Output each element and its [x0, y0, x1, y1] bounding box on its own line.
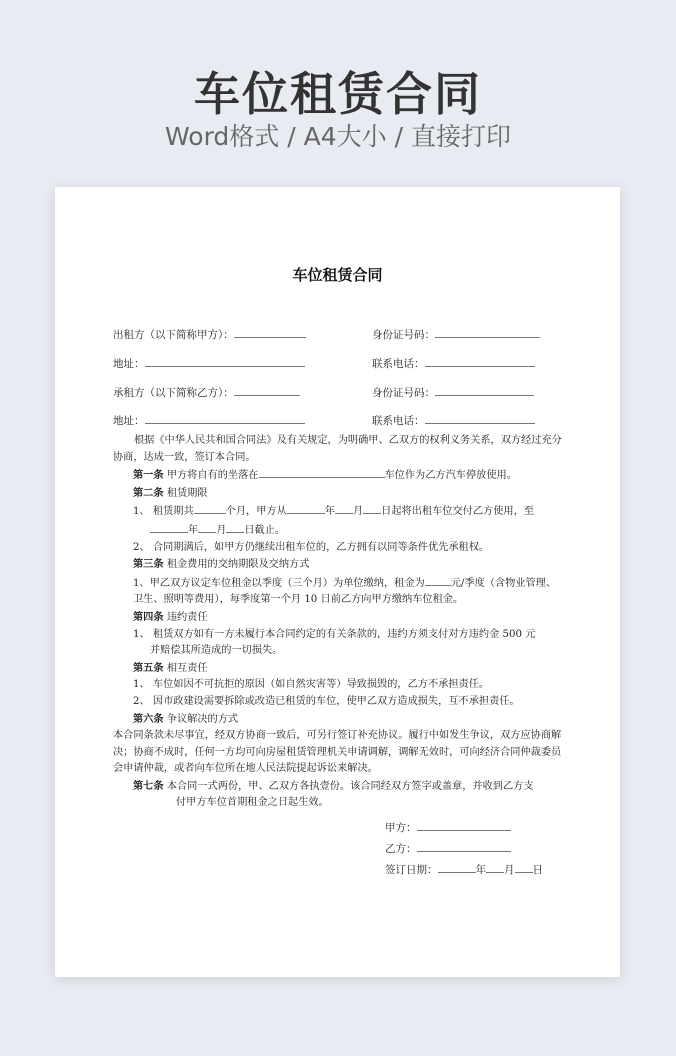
lessee-id-field	[372, 384, 534, 400]
item-text: 月	[352, 506, 364, 518]
lessor-id-field	[372, 326, 540, 342]
blank-line	[198, 521, 216, 533]
blank-line	[145, 412, 305, 424]
clause-text: 车位作为乙方汽车停放使用。	[384, 470, 517, 482]
field-label: 地址：	[113, 415, 145, 427]
sig-label: 乙方：	[385, 843, 417, 855]
field-label: 身份证号码：	[372, 329, 435, 341]
document-title: 车位租赁合同	[292, 266, 383, 284]
item-text: 1、甲乙双方议定车位租金以季度（三个月）为单位缴纳，租金为	[133, 577, 425, 589]
lessee-address-field	[113, 412, 305, 428]
blank-line	[486, 861, 504, 873]
blank-line	[435, 326, 540, 338]
item-text: 租赁双方如有一方未履行本合同约定的有关条款的，违约方须支付对方违约金 500 元	[152, 628, 536, 640]
banner-subtitle: Word格式 / A4大小 / 直接打印	[165, 122, 511, 151]
clause-title: 租金费用的交纳期限及交纳方式	[166, 559, 310, 571]
field-label: 承租方（以下简称乙方）：	[113, 387, 234, 399]
field-label: 联系电话：	[372, 415, 425, 427]
date-unit: 日	[532, 864, 543, 876]
item-number: 2、	[133, 541, 150, 553]
clause-2-heading	[113, 485, 563, 503]
clause-3-item-1	[113, 574, 563, 609]
date-unit: 年	[475, 864, 486, 876]
clause-4-item-1-cont: 并赔偿其所造成的一切损失。	[150, 645, 283, 657]
banner-title: 车位租赁合同	[194, 67, 482, 121]
clause-heading: 第五条	[133, 661, 164, 674]
blank-line	[417, 819, 511, 831]
lessor-address-field	[113, 355, 305, 371]
clause-heading: 第一条	[133, 469, 164, 482]
lessee-phone-field	[372, 412, 535, 428]
lessee-field	[113, 384, 300, 400]
blank-line	[259, 466, 385, 478]
blank-line	[145, 355, 305, 367]
item-number: 1、	[133, 506, 150, 518]
item-text: 日截止。	[244, 524, 286, 536]
clause-7	[113, 778, 563, 796]
lessor-phone-field	[372, 355, 535, 371]
preamble: 根据《中华人民共和国合同法》及有关规定，为明确甲、乙双方的权利义务关系，双方经过充分协商，达成一致，签订本合同。	[113, 435, 562, 463]
clause-heading: 第四条	[133, 610, 164, 623]
clause-1	[113, 466, 563, 485]
signature-party-a	[385, 819, 511, 835]
item-text: 合同期满后，如甲方仍继续出租车位的，乙方拥有以同等条件优先承租权。	[152, 541, 490, 553]
clause-2-item-1	[113, 502, 563, 521]
blank-line	[425, 355, 535, 367]
field-label: 联系电话：	[372, 358, 425, 370]
blank-line	[234, 384, 300, 396]
blank-line	[234, 326, 306, 338]
clause-5-item-1	[113, 677, 563, 694]
clause-6-text: 本合同条款未尽事宜，经双方协商一致后，可另行签订补充协议。履行中如发生争议，双方应协商解决；协商不成时，任何一方均可向房屋租赁管理机关申请调解，调解无效时，可向经济合同仲裁委员会申请仲裁，或者向车位所在地人民法院提起诉讼来解决。	[113, 730, 562, 775]
lessor-field	[113, 326, 306, 342]
clause-4-item-1	[113, 627, 563, 644]
blank-line	[435, 384, 534, 396]
clause-2-item-2	[113, 540, 563, 557]
field-label: 身份证号码：	[372, 387, 435, 399]
blank-line	[515, 861, 533, 873]
clause-title: 争议解决的方式	[166, 713, 239, 725]
item-text: 因市政建设需要拆除或改造已租赁的车位，使甲乙双方造成损失，互不承担责任。	[152, 695, 520, 707]
blank-line	[226, 521, 244, 533]
signature-party-b	[385, 840, 511, 856]
clause-title: 租赁期限	[166, 487, 208, 499]
item-text: 日起将出租车位交付乙方使用，至	[381, 506, 534, 518]
item-text: 车位如因不可抗拒的原因（如自然灾害等）导致损毁的，乙方不承担责任。	[152, 679, 490, 691]
item-number: 2、	[133, 695, 150, 707]
blank-line	[150, 521, 188, 533]
item-text: 月	[216, 524, 227, 536]
item-number: 1、	[133, 628, 150, 640]
clause-title: 相互责任	[166, 662, 208, 674]
date-unit: 月	[504, 864, 515, 876]
signature-date	[385, 861, 543, 877]
item-text: 租赁期共	[152, 506, 194, 518]
blank-line	[335, 502, 353, 514]
item-text: 元/季度（含物业管理、卫生、照明等费用），每季度第一个月 10 日前乙方向甲方缴纳车位租金。	[133, 577, 557, 606]
blank-line	[425, 412, 535, 424]
contract-body	[113, 433, 563, 812]
clause-heading: 第二条	[133, 486, 164, 499]
blank-line	[363, 502, 381, 514]
clause-4-heading	[113, 609, 563, 627]
clause-heading: 第六条	[133, 712, 164, 725]
clause-6-heading	[113, 711, 563, 729]
sig-label: 甲方：	[385, 822, 417, 834]
clause-text: 本合同一式两份，甲、乙双方各执壹份。该合同经双方签字或盖章，并收到乙方支	[166, 780, 534, 792]
item-text: 个月，甲方从	[225, 506, 287, 518]
clause-heading: 第七条	[133, 779, 164, 792]
blank-line	[438, 861, 476, 873]
clause-title: 违约责任	[166, 611, 208, 623]
field-label: 地址：	[113, 358, 145, 370]
sig-label: 签订日期：	[385, 864, 438, 876]
blank-line	[287, 502, 325, 514]
field-label: 出租方（以下简称甲方）：	[113, 329, 234, 341]
blank-line	[194, 502, 226, 514]
clause-heading: 第三条	[133, 558, 164, 571]
clause-3-heading	[113, 556, 563, 574]
clause-7-cont: 付甲方车位首期租金之日起生效。	[176, 797, 329, 809]
blank-line	[417, 840, 511, 852]
clause-text: 甲方将自有的坐落在	[166, 470, 259, 482]
document-page	[55, 187, 620, 977]
blank-line	[425, 574, 451, 586]
clause-5-heading	[113, 660, 563, 678]
clause-2-item-1-cont	[113, 521, 563, 540]
item-number: 1、	[133, 679, 150, 691]
item-text: 年	[188, 524, 199, 536]
clause-5-item-2	[113, 694, 563, 711]
item-text: 年	[324, 506, 335, 518]
